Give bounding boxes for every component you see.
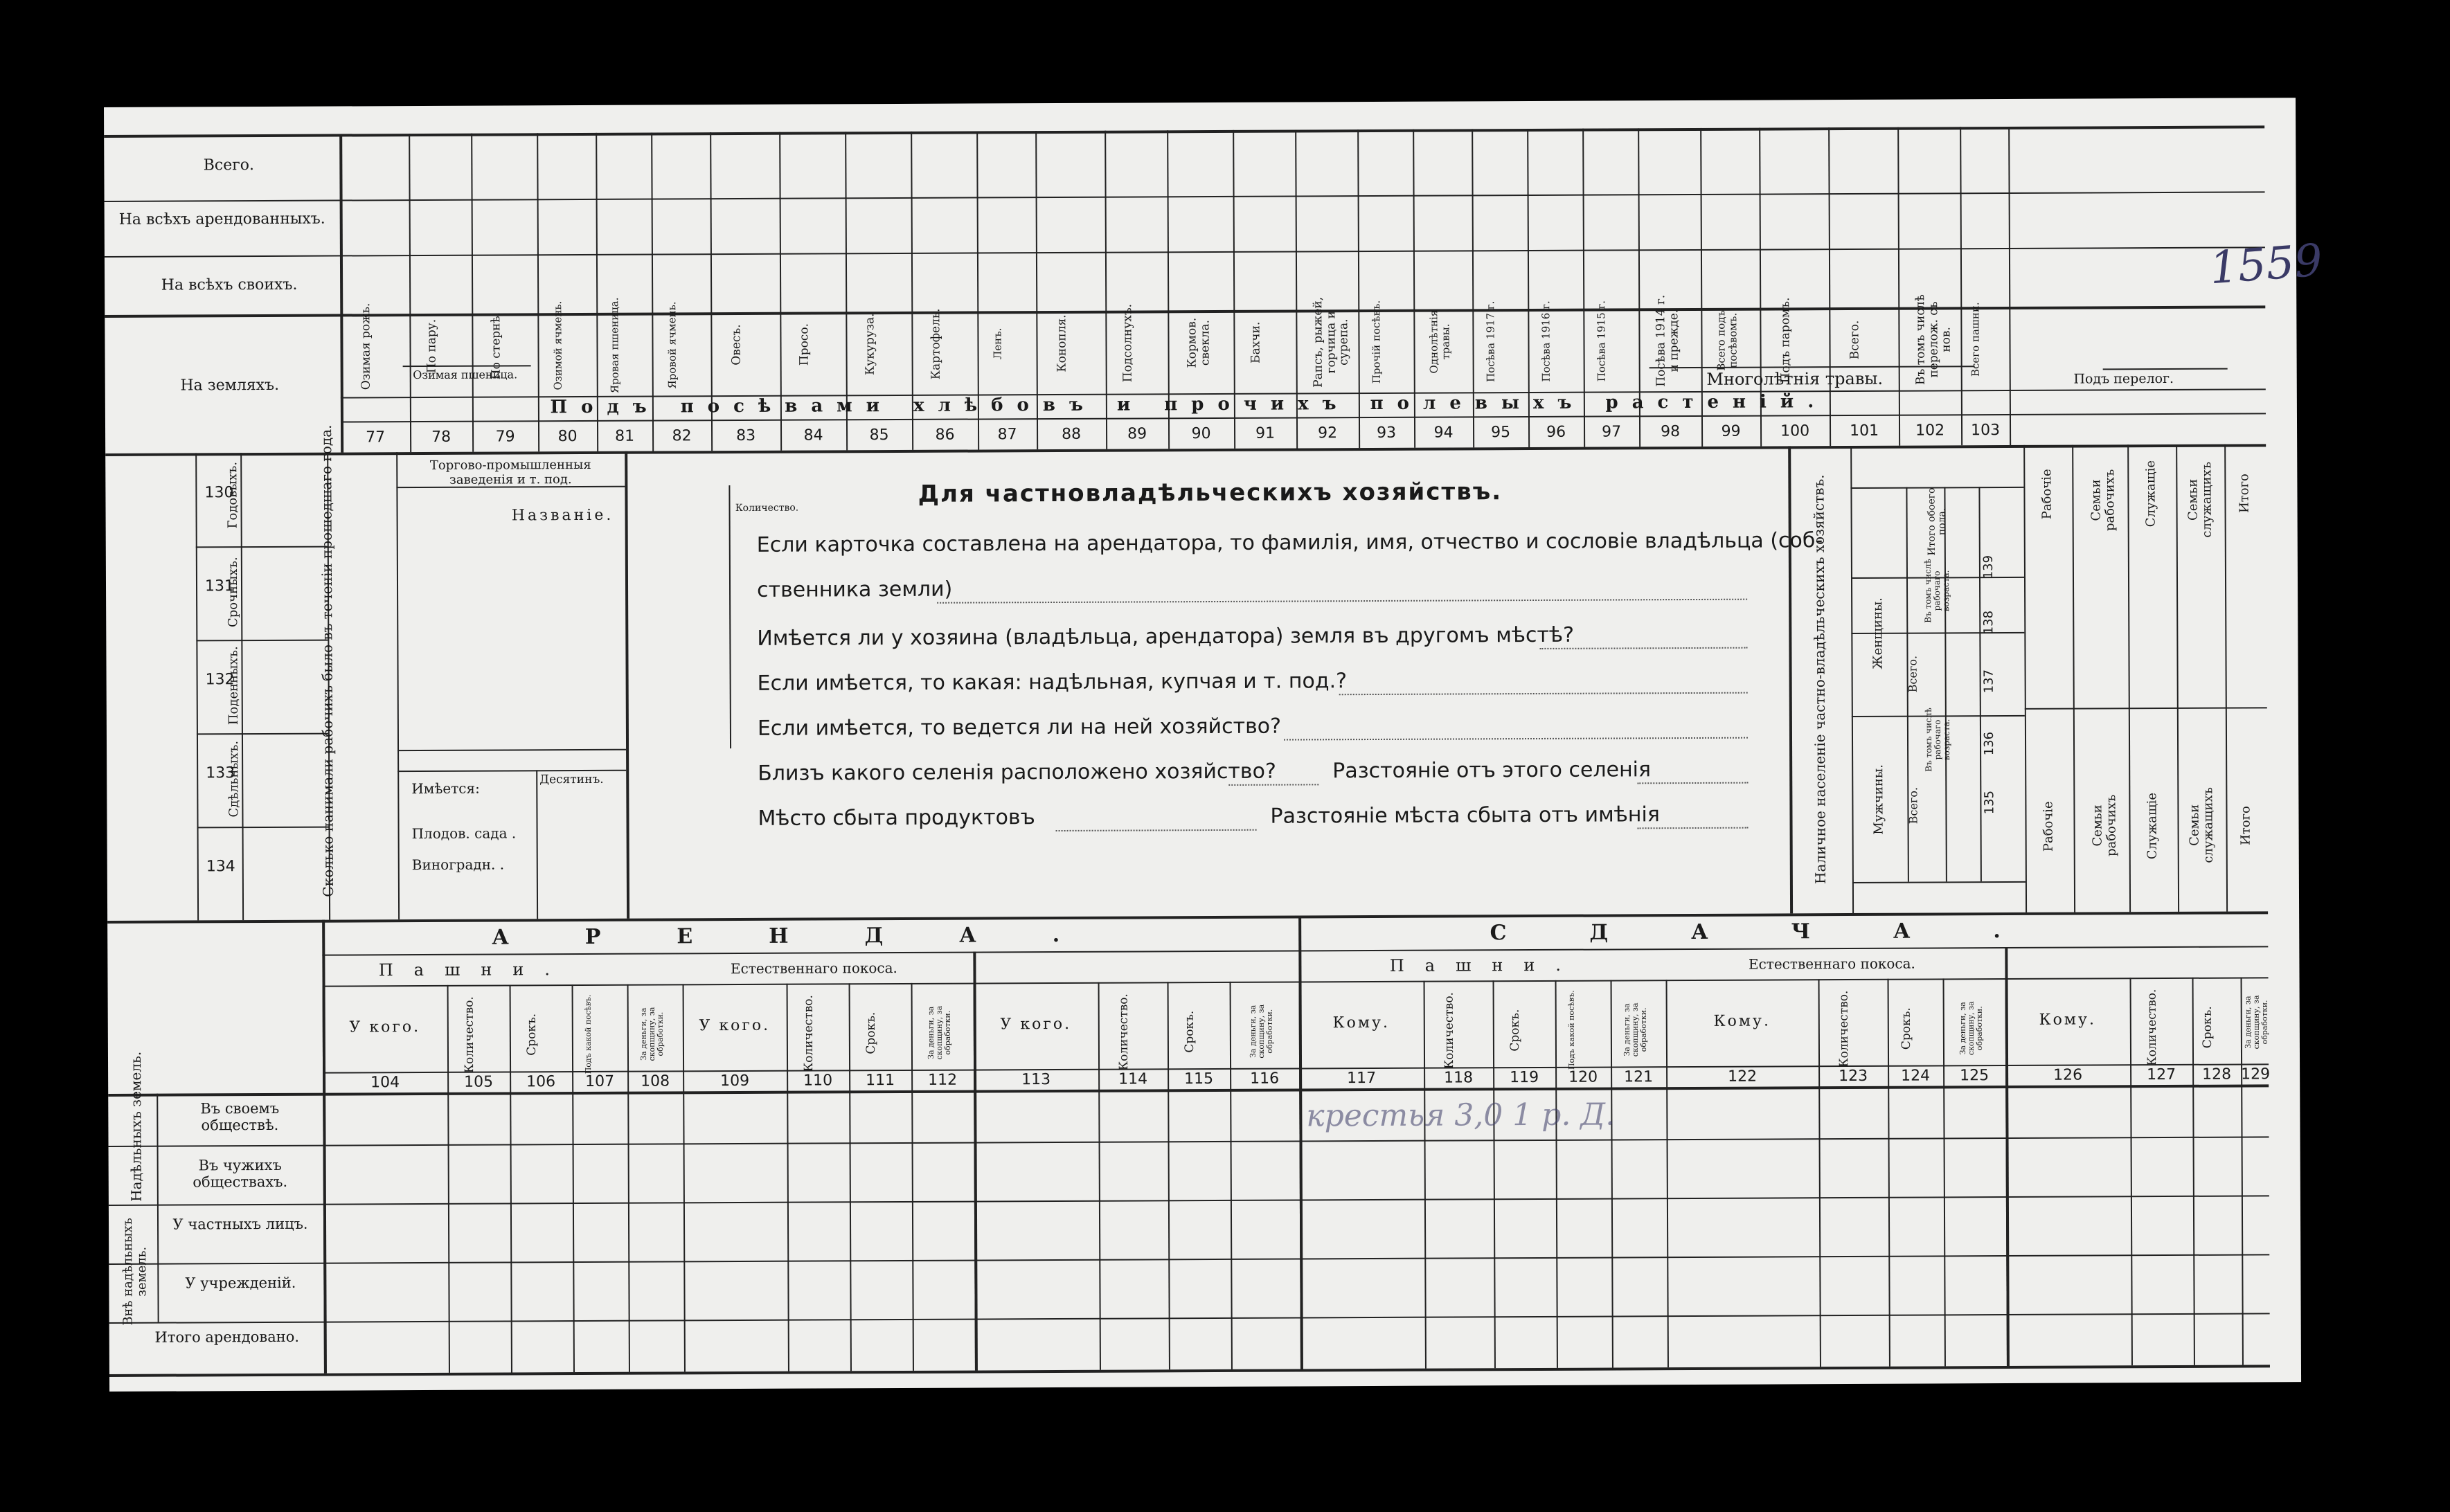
bottom-col-header: Количество. (1442, 992, 1457, 1070)
bottom-col-number: 125 (1960, 1067, 1989, 1085)
top-col-number: 93 (1377, 424, 1397, 442)
label-sdelnyh: Сдѣльныхъ. (226, 740, 242, 818)
top-col-number: 103 (1971, 422, 2001, 440)
top-col-number: 84 (803, 426, 823, 444)
bottom-col-number: 109 (720, 1072, 750, 1090)
bottom-col-number: 116 (1250, 1070, 1280, 1088)
banner: Подъ посѣвами хлѣбовъ и прочихъ полевыхъ растенiй. (550, 391, 1828, 418)
top-col-header: Посѣва 1915 г. (1595, 300, 1608, 382)
top-col-number: 92 (1318, 424, 1338, 442)
census-card (104, 98, 2325, 1392)
top-col-number: 82 (672, 427, 692, 445)
bottom-col-number: 107 (585, 1072, 615, 1090)
hired-workers-note: Сколько нанимали рабочихъ было въ теченiи прошедшаго года. (318, 424, 337, 897)
top-col-number: 88 (1062, 425, 1082, 443)
label-podennyh: Поденныхъ. (226, 646, 241, 726)
garden-label: Плодов. сада . (411, 825, 517, 843)
top-col-header: Подъ паромъ. (1778, 297, 1793, 384)
population-title: Наличное населенiе частно-владѣльческихъ хозяйствъ. (1810, 474, 1829, 885)
bottom-col-header: Количество. (1836, 990, 1852, 1068)
group-nadelnyh: Надѣльныхъ земель. (127, 1051, 145, 1202)
rc-semi-sluzh: Семьи служащихъ (2185, 461, 2215, 538)
bottom-col-header: За деньги, за скопщину, за обработки. (926, 1005, 953, 1060)
bottom-col-header: Срокъ. (1182, 1010, 1197, 1053)
bottom-col-number: 123 (1839, 1067, 1868, 1086)
bottom-col-number: 117 (1347, 1069, 1377, 1088)
q2: Имѣется ли у хозяина (владѣльца, арендатора) земля въ другомъ мѣстѣ? (757, 622, 1575, 651)
top-col-number: 87 (997, 426, 1017, 444)
top-col-header: Всего подъ посѣвомъ. (1714, 309, 1739, 371)
top-col-header: Кормов. свекла. (1184, 317, 1212, 368)
trade-name-col: Названiе. (511, 506, 614, 525)
top-col-header: Кукуруза. (862, 313, 877, 375)
label-godovyh: Годовыхъ. (225, 461, 240, 529)
top-col-header: Ленъ. (990, 327, 1004, 360)
bottom-col-header: У кого. (699, 1016, 771, 1035)
rc2-sluzhaschie: Служащiе (2145, 792, 2160, 860)
top-col-number: 77 (366, 429, 386, 447)
bottom-col-header: Срокъ. (524, 1013, 539, 1056)
num-131: 131 (204, 577, 235, 595)
num-135: 135 (1982, 790, 1997, 815)
group-vne-nadelnyh: Внѣ надѣльныхъ земель. (120, 1218, 150, 1326)
bottom-col-number: 115 (1184, 1070, 1214, 1088)
bottom-col-number: 112 (928, 1071, 958, 1089)
bottom-col-header: Подъ какой посѣвъ. (583, 994, 593, 1074)
rc2-semi-sluzh: Семьи служащихъ (2187, 786, 2216, 863)
num-136: 136 (1981, 731, 1997, 756)
q3: Если имѣется, то какая: надѣльная, купчая и т. под.? (757, 669, 1348, 696)
bottom-col-header: У кого. (1000, 1015, 1072, 1034)
men-vsego: Всего. (1906, 786, 1920, 825)
top-col-number: 94 (1433, 424, 1454, 442)
private-title: Для частновладѣльческихъ хозяйствъ. (918, 478, 1503, 508)
top-col-header: Подсолнухъ. (1120, 303, 1135, 383)
bottom-col-number: 104 (370, 1074, 400, 1092)
bottom-col-number: 127 (2147, 1065, 2176, 1084)
top-col-header: Просо. (796, 323, 812, 366)
row-itogo: Итого арендовано. (154, 1328, 300, 1346)
bottom-col-number: 114 (1118, 1070, 1148, 1088)
sdacha-header: СДАЧА. (1490, 918, 2084, 946)
bottom-col-number: 106 (526, 1073, 556, 1091)
men-label: Мужчины. (1871, 764, 1886, 835)
bottom-col-header: Подъ какой посѣвъ. (1566, 990, 1577, 1070)
top-col-number: 78 (431, 428, 451, 446)
top-col-number: 89 (1127, 425, 1147, 443)
label-srochnyh: Срочныхъ. (225, 557, 241, 628)
bottom-col-number: 122 (1728, 1068, 1758, 1086)
trade-title: Торгово-промышленныя заведенiя и т. под. (429, 457, 591, 487)
vineyard-label: Виноградн. . (411, 856, 505, 874)
bottom-col-number: 124 (1901, 1067, 1931, 1085)
top-col-header: Посѣва 1917 г. (1484, 300, 1497, 382)
top-col-header: Въ томъ числѣ перелож. съ нов. (1913, 294, 1953, 386)
row-uchrezhdeniy: У учрежденiй. (185, 1274, 296, 1292)
handwritten-card-number: 1559 (2208, 235, 2325, 295)
num-137: 137 (1981, 669, 1996, 694)
num-134: 134 (206, 858, 235, 876)
itogo-oboego: Итого обоего пола. (1926, 487, 1949, 556)
top-col-header: Посѣва 1916 г. (1539, 300, 1553, 382)
bottom-col-number: 110 (803, 1072, 833, 1090)
bottom-col-header: Срокъ. (2200, 1006, 2215, 1049)
arenda-header: АРЕНДА. (492, 922, 1136, 950)
bottom-col-number: 118 (1444, 1069, 1474, 1087)
rc2-semi-rabochih: Семьи рабочихъ (2090, 794, 2119, 857)
sdacha-pashni: Пашни. (1389, 955, 1582, 975)
sdacha-pokos: Естественнаго покоса. (1748, 955, 1915, 973)
top-col-number: 90 (1191, 425, 1211, 443)
women-vsego: Всего. (1906, 655, 1920, 693)
bottom-col-header: Количество. (1116, 993, 1132, 1071)
bottom-col-number: 111 (866, 1072, 895, 1090)
top-col-number: 100 (1780, 422, 1810, 440)
rc-itogo: Итого (2237, 474, 2252, 513)
perelog-label: Подъ перелог. (2073, 370, 2174, 387)
top-col-header: Рапсъ, рыжей, горчица и сурепа. (1311, 296, 1352, 388)
bottom-col-header: За деньги, за скопщину, за обработки. (1958, 1001, 1985, 1056)
top-col-number: 95 (1491, 424, 1511, 442)
top-col-number: 85 (869, 426, 889, 444)
bottom-col-header: Срокъ. (864, 1011, 878, 1054)
top-col-number: 91 (1255, 424, 1276, 442)
bottom-col-number: 108 (641, 1072, 670, 1090)
top-col-number: 83 (736, 426, 756, 445)
row-na-zemlyah: На земляхъ. (180, 376, 280, 395)
bottom-col-header: За деньги, за скопщину, за обработки. (1622, 1002, 1649, 1057)
top-col-header: Однолѣтнiя травы. (1427, 309, 1451, 374)
bottom-col-header: Срокъ. (1899, 1007, 1913, 1050)
ozim-wheat-label: Озимая пшеница. (413, 368, 518, 382)
rc-rabochie: Рабочiе (2039, 469, 2055, 520)
top-col-header: Озимая рожь. (359, 303, 373, 390)
top-col-number: 86 (935, 426, 955, 444)
bottom-col-header: Кому. (1332, 1014, 1390, 1032)
bottom-col-header: Количество. (462, 996, 477, 1074)
top-col-number: 79 (495, 428, 515, 446)
bottom-col-number: 120 (1568, 1068, 1598, 1086)
row-vsego: Всего. (203, 156, 255, 174)
q5b: Разстоянiе отъ этого селенiя (1332, 757, 1652, 784)
top-col-header: Всего пашни. (1969, 302, 1982, 377)
top-col-header: Яровая пшеница. (608, 297, 621, 394)
bottom-col-number: 121 (1624, 1068, 1654, 1086)
bottom-col-header: У кого. (349, 1018, 421, 1036)
q5a: Близъ какого селенiя расположено хозяйство? (758, 759, 1276, 786)
bottom-col-number: 128 (2202, 1065, 2232, 1083)
top-col-header: По стернѣ. (488, 312, 503, 380)
bottom-col-header: Кому. (1713, 1012, 1771, 1030)
top-col-number: 99 (1721, 422, 1741, 440)
rc-semi-rabochih: Семьи рабочихъ (2089, 469, 2118, 532)
q6a: Мѣсто сбыта продуктовъ (758, 805, 1035, 831)
top-col-number: 102 (1915, 422, 1945, 440)
num-132: 132 (205, 671, 235, 689)
rc-sluzhaschie: Служащiе (2143, 460, 2158, 528)
q6b: Разстоянiе мѣста сбыта отъ имѣнiя (1270, 802, 1660, 829)
row-chuzhih: Въ чужихъ обществахъ. (193, 1156, 288, 1191)
bottom-col-number: 129 (2241, 1065, 2271, 1083)
bottom-col-number: 105 (464, 1073, 494, 1091)
top-col-number: 97 (1602, 423, 1622, 441)
top-col-header: Бахчи. (1249, 321, 1263, 363)
row-svoem: Въ своемъ обществѣ. (200, 1099, 280, 1134)
top-col-number: 80 (557, 428, 578, 446)
bottom-col-header: За деньги, за скопщину, за обработки. (638, 1007, 665, 1061)
q4: Если имѣется, то ведется ли на ней хозяйство? (757, 714, 1282, 741)
bottom-col-number: 126 (2053, 1066, 2083, 1084)
row-chastnyh: У частныхъ лицъ. (172, 1215, 308, 1233)
bottom-col-header: За деньги, за скопщину, за обработки. (1248, 1004, 1275, 1059)
arenda-pokos: Естественнаго покоса. (730, 960, 897, 978)
top-col-header: Озимой ячмень. (551, 300, 564, 390)
top-col-number: 101 (1850, 422, 1879, 440)
has-label: Имѣется: (411, 780, 480, 798)
top-col-number: 81 (615, 427, 635, 445)
bottom-col-number: 119 (1510, 1068, 1539, 1087)
top-col-header: Посѣва 1914 г. и прежде. (1654, 294, 1681, 387)
top-col-header: Всего. (1848, 320, 1862, 360)
mnogolet-label: Многолѣтнiя травы. (1706, 368, 1884, 389)
q1b: ственника земли) (756, 577, 953, 602)
rc2-rabochie: Рабочiе (2041, 801, 2056, 852)
top-col-header: Яровой ячмень. (665, 301, 679, 389)
num-138: 138 (1981, 610, 1996, 635)
bottom-col-number: 113 (1021, 1071, 1051, 1089)
top-col-header: Конопля. (1055, 314, 1069, 372)
bottom-col-header: Количество. (2145, 989, 2160, 1066)
women-label: Женщины. (1870, 597, 1886, 669)
num-139: 139 (1980, 555, 1996, 579)
men-vtom: Въ томъ числѣ рабочаго возраста. (1923, 708, 1952, 772)
top-col-number: 96 (1546, 423, 1566, 441)
bottom-col-header: За деньги, за скопщину, за обработки. (2243, 995, 2270, 1050)
handwritten-entry: крестья 3,0 1 р. Д. (1306, 1097, 1616, 1134)
q1a: Если карточка составлена на арендатора, то фамилiя, имя, отчество и сословiе владѣльца (соб- (756, 528, 1823, 557)
rc2-itogo: Итого (2238, 806, 2253, 845)
num-133: 133 (206, 764, 235, 782)
num-130: 130 (204, 484, 234, 502)
top-col-header: По пару. (424, 318, 439, 374)
arenda-pashni: Пашни. (378, 960, 571, 980)
bottom-col-header: Срокъ. (1508, 1009, 1522, 1052)
trade-qty-col: Количество. (735, 502, 799, 514)
women-vtom: Въ томъ числѣ рабочаго возраста. (1922, 559, 1951, 623)
top-col-header: Картофель. (928, 308, 943, 380)
row-arendovannyh: На всѣхъ арендованныхъ. (118, 210, 325, 228)
bottom-col-header: Кому. (2039, 1011, 2096, 1029)
bottom-col-header: Количество. (801, 995, 816, 1072)
top-col-number: 98 (1661, 423, 1681, 441)
desyatin-col: Десятинъ. (539, 772, 604, 787)
row-svoih: На всѣхъ своихъ. (161, 276, 298, 294)
top-col-header: Овесъ. (729, 324, 744, 366)
top-col-header: Прочiй посѣвъ. (1370, 300, 1383, 384)
